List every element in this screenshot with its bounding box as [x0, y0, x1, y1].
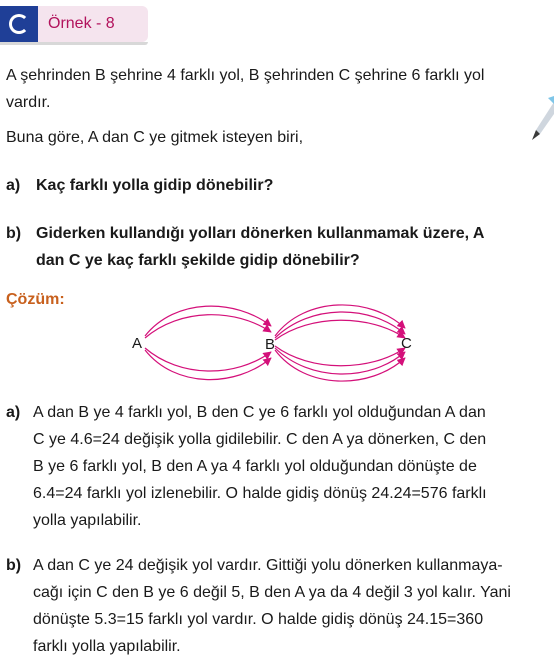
answer-a-line-2: C ye 4.6=24 değişik yolla gidilebilir. C den A ya dönerken, C den — [33, 431, 487, 448]
problem-line-2: vardır. — [6, 94, 51, 111]
solution-heading: Çözüm: — [6, 291, 65, 308]
problem-line-1: A şehrinden B şehrine 4 farklı yol, B şehrinden C şehrine 6 farklı yol — [6, 67, 485, 84]
answer-b-line-1: A dan C ye 24 değişik yol vardır. Gittiği yolu dönerken kullanmaya- — [33, 557, 503, 574]
answer-a-label: a) — [6, 404, 21, 421]
header-badge — [0, 6, 38, 42]
node-c: C — [401, 335, 412, 352]
answer-a-line-1: A dan B ye 4 farklı yol, B den C ye 6 farklı yol olduğundan A dan — [33, 404, 486, 421]
answer-b-line-4: farklı yolla yapılabilir. — [33, 638, 181, 655]
answer-b-line-2: cağı için C den B ye 6 değil 5, B den A ya da 4 değil 3 yol kalır. Yani — [33, 584, 511, 601]
answer-b-line-3: dönüşte 5.3=15 farklı yol vardır. O halde gidiş dönüş 24.15=360 — [33, 611, 484, 628]
node-b: B — [265, 336, 276, 353]
pen-icon — [530, 96, 554, 144]
problem-line-3: Buna göre, A dan C ye gitmek isteyen biri, — [6, 129, 304, 146]
question-b-line-1: Giderken kullandığı yolları dönerken kullanmamak üzere, A — [36, 225, 485, 242]
answer-a-line-5: yolla yapılabilir. — [33, 512, 142, 529]
question-b-line-2: dan C ye kaç farklı şekilde gidip dönebilir? — [36, 252, 360, 269]
question-b-label: b) — [6, 225, 22, 242]
answer-b-label: b) — [6, 557, 22, 574]
answer-a-line-3: B ye 6 farklı yol, B den A ya 4 farklı yol olduğundan dönüşte de — [33, 458, 477, 475]
node-a: A — [132, 335, 143, 352]
question-a-text: Kaç farklı yolla gidip dönebilir? — [36, 177, 274, 194]
question-a-label: a) — [6, 177, 21, 194]
example-header — [0, 6, 148, 42]
route-diagram — [125, 302, 425, 384]
circle-arrow-icon — [9, 14, 29, 34]
answer-a-line-4: 6.4=24 farklı yol izlenebilir. O halde gidiş dönüş 24.24=576 farklı — [33, 485, 487, 502]
example-title: Örnek - 8 — [48, 15, 115, 32]
